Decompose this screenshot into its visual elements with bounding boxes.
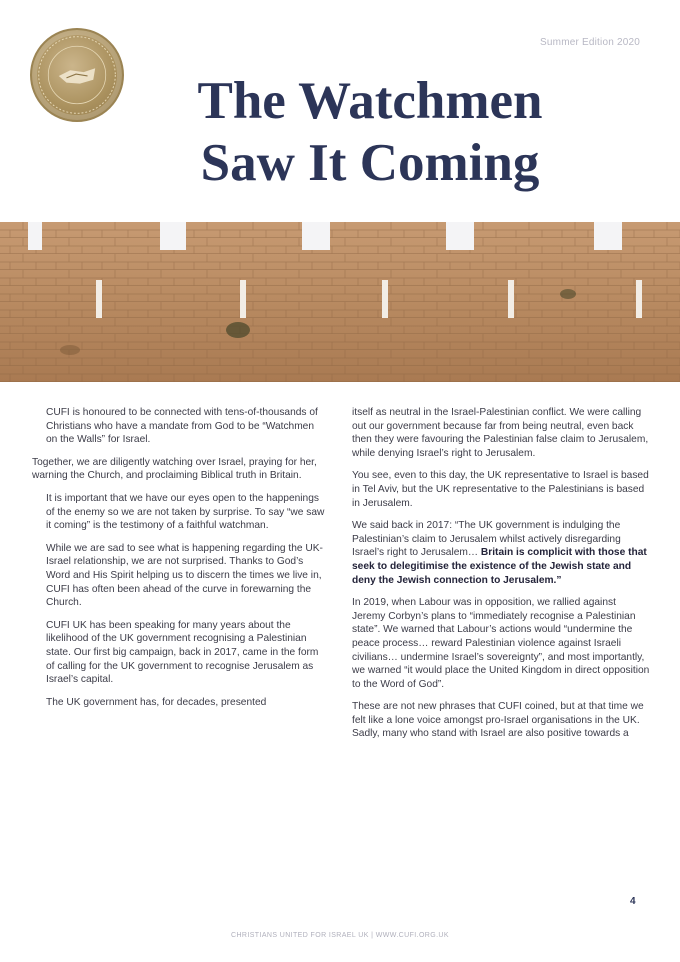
pull-quote: Together, we are diligently watching over Israel, praying for her, warning the Church, and proclaiming Biblical truth in Britain.: [32, 456, 317, 482]
quote-paragraph: [352, 519, 652, 587]
issue-label: Summer Edition 2020: [540, 37, 640, 48]
footer-text: CHRISTIANS UNITED FOR ISRAEL UK | WWW.CUFI.ORG.UK: [231, 932, 449, 939]
body-paragraph: In 2019, when Labour was in opposition, we rallied against Jeremy Corbyn’s plans to “immediately recognise a Palestinian state”. We warned that Labour’s actions would “undermine the peace process… reward Palestinian violence against Israeli civilians… undermine Israel’s sovereignty”, and most importantly, we warned “it would place the United Kingdom in direct opposition to the Word of God”.: [352, 597, 650, 690]
body-paragraph: While we are sad to see what is happening regarding the UK-Israel relationship, we are not surprised. Thanks to God’s Word and His Spirit helping us to discern the times we live in, CUFI has often been ahead of the curve in forewarning the Church.: [46, 542, 323, 609]
title-line-2: Saw It Coming: [200, 134, 540, 192]
title-line-1: The Watchmen: [197, 72, 543, 130]
body-paragraph: itself as neutral in the Israel-Palestinian conflict. We were calling out our government because far from being neutral, even back then they were favouring the Palestinian false claim to Jerusalem, while denying Israel’s right to Jerusalem.: [352, 407, 649, 459]
jerusalem-wall-image: [0, 222, 680, 382]
intro-paragraph: CUFI is honoured to be connected with tens-of-thousands of Christians who have a mandate from God to be “Watchmen on the Walls” for Israel.: [46, 407, 318, 446]
page-number: 4: [630, 896, 636, 907]
right-column: [352, 406, 652, 750]
article-title: [60, 70, 680, 194]
quote-emphasis: Britain is complicit with those that seek to delegitimise the existence of the Jewish state and deny the Jewish connection to Jerusalem.”: [352, 547, 647, 586]
body-paragraph: It is important that we have our eyes open to the happenings of the enemy so we are not taken by surprise. To say “we saw it coming” is the testimony of a faithful watchman.: [46, 492, 325, 532]
left-column: [32, 406, 332, 718]
body-paragraph: CUFI UK has been speaking for many years about the likelihood of the UK government recognising a Palestinian state. Our first big campaign, back in 2017, came in the form of calling for the UK government to recognise Jerusalem as Israel’s capital.: [46, 619, 319, 686]
body-paragraph: These are not new phrases that CUFI coined, but at that time we felt like a lone voice amongst pro-Israel organisations in the UK. Sadly, many who stand with Israel are also positive towards a: [352, 701, 644, 740]
quote-text: We said back in 2017: “The UK government is indulging the Palestinian’s claim to Jerusalem whilst actively disregarding Israel’s right to Jerusalem…: [352, 520, 621, 559]
body-paragraph: The UK government has, for decades, presented: [46, 696, 267, 708]
body-paragraph: You see, even to this day, the UK representative to Israel is based in Tel Aviv, but the UK representative to the Palestinians is based in Jerusalem.: [352, 470, 649, 509]
